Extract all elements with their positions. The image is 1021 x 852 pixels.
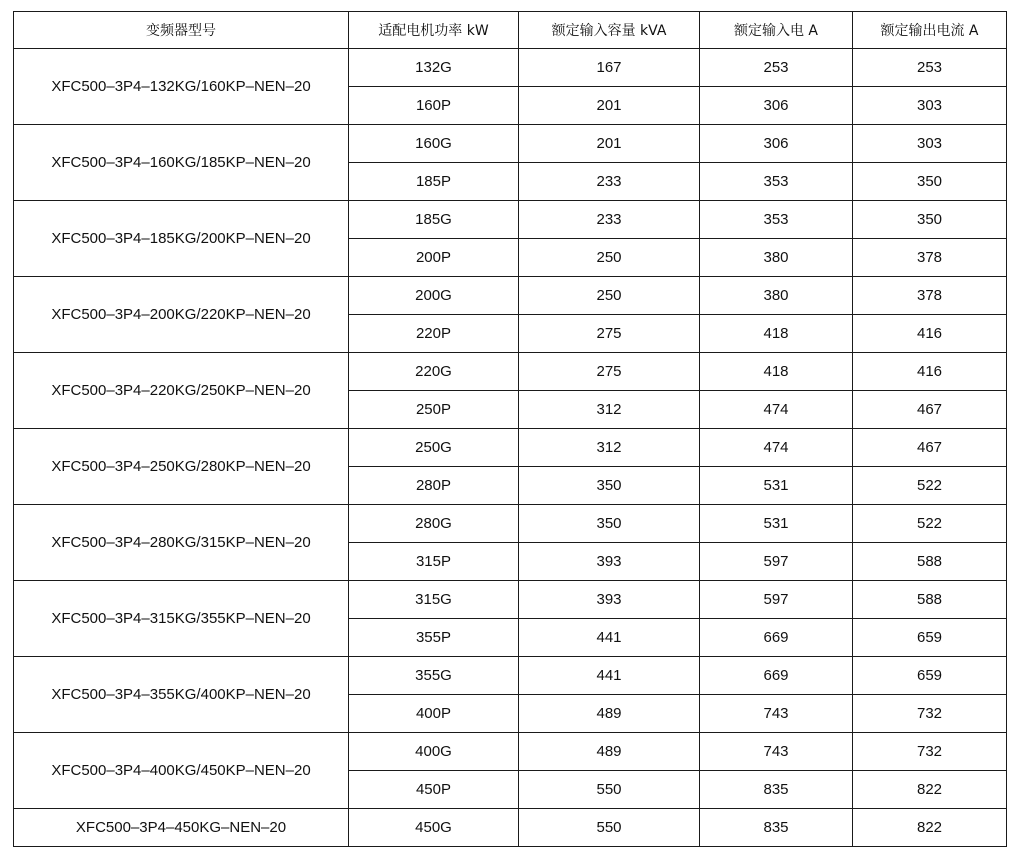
input-capacity-cell: 250 — [519, 277, 700, 315]
motor-power-cell: 200P — [349, 239, 519, 277]
table-row — [14, 809, 1007, 847]
table-row — [14, 505, 1007, 543]
output-current-cell: 659 — [853, 657, 1007, 695]
model-cell: XFC500–3P4–355KG/400KP–NEN–20 — [14, 657, 349, 733]
motor-power-cell: 315G — [349, 581, 519, 619]
model-cell: XFC500–3P4–450KG–NEN–20 — [14, 809, 349, 847]
table-row — [14, 201, 1007, 239]
spec-table — [13, 11, 1007, 847]
motor-power-cell: 132G — [349, 49, 519, 87]
header-input-capacity: 额定输入容量 kVA — [519, 12, 700, 49]
motor-power-cell: 160G — [349, 125, 519, 163]
header-motor-power: 适配电机功率 kW — [349, 12, 519, 49]
output-current-cell: 350 — [853, 201, 1007, 239]
input-current-cell: 380 — [700, 277, 853, 315]
table-row — [14, 277, 1007, 315]
motor-power-cell: 250P — [349, 391, 519, 429]
input-current-cell: 353 — [700, 201, 853, 239]
input-capacity-cell: 393 — [519, 581, 700, 619]
motor-power-cell: 450G — [349, 809, 519, 847]
table-row — [14, 125, 1007, 163]
output-current-cell: 588 — [853, 581, 1007, 619]
input-capacity-cell: 312 — [519, 391, 700, 429]
motor-power-cell: 185P — [349, 163, 519, 201]
input-capacity-cell: 350 — [519, 467, 700, 505]
input-current-cell: 669 — [700, 619, 853, 657]
output-current-cell: 588 — [853, 543, 1007, 581]
output-current-cell: 378 — [853, 277, 1007, 315]
output-current-cell: 732 — [853, 733, 1007, 771]
input-capacity-cell: 441 — [519, 619, 700, 657]
output-current-cell: 467 — [853, 429, 1007, 467]
input-current-cell: 835 — [700, 809, 853, 847]
model-cell: XFC500–3P4–132KG/160KP–NEN–20 — [14, 49, 349, 125]
input-capacity-cell: 441 — [519, 657, 700, 695]
input-current-cell: 474 — [700, 391, 853, 429]
model-cell: XFC500–3P4–250KG/280KP–NEN–20 — [14, 429, 349, 505]
output-current-cell: 467 — [853, 391, 1007, 429]
motor-power-cell: 220P — [349, 315, 519, 353]
input-capacity-cell: 233 — [519, 163, 700, 201]
motor-power-cell: 280G — [349, 505, 519, 543]
table-row — [14, 353, 1007, 391]
input-current-cell: 669 — [700, 657, 853, 695]
input-capacity-cell: 167 — [519, 49, 700, 87]
input-capacity-cell: 350 — [519, 505, 700, 543]
model-cell: XFC500–3P4–400KG/450KP–NEN–20 — [14, 733, 349, 809]
motor-power-cell: 220G — [349, 353, 519, 391]
header-output-current: 额定输出电流 A — [853, 12, 1007, 49]
motor-power-cell: 160P — [349, 87, 519, 125]
input-capacity-cell: 489 — [519, 695, 700, 733]
input-current-cell: 380 — [700, 239, 853, 277]
model-cell: XFC500–3P4–280KG/315KP–NEN–20 — [14, 505, 349, 581]
input-current-cell: 306 — [700, 87, 853, 125]
table-row — [14, 733, 1007, 771]
input-current-cell: 743 — [700, 695, 853, 733]
output-current-cell: 822 — [853, 809, 1007, 847]
input-capacity-cell: 489 — [519, 733, 700, 771]
model-cell: XFC500–3P4–185KG/200KP–NEN–20 — [14, 201, 349, 277]
input-current-cell: 418 — [700, 353, 853, 391]
output-current-cell: 522 — [853, 467, 1007, 505]
input-current-cell: 597 — [700, 543, 853, 581]
input-current-cell: 597 — [700, 581, 853, 619]
input-current-cell: 835 — [700, 771, 853, 809]
input-capacity-cell: 250 — [519, 239, 700, 277]
model-cell: XFC500–3P4–315KG/355KP–NEN–20 — [14, 581, 349, 657]
input-current-cell: 531 — [700, 505, 853, 543]
motor-power-cell: 355P — [349, 619, 519, 657]
header-row — [14, 12, 1007, 49]
output-current-cell: 253 — [853, 49, 1007, 87]
output-current-cell: 303 — [853, 87, 1007, 125]
output-current-cell: 822 — [853, 771, 1007, 809]
input-current-cell: 418 — [700, 315, 853, 353]
motor-power-cell: 450P — [349, 771, 519, 809]
output-current-cell: 732 — [853, 695, 1007, 733]
input-capacity-cell: 201 — [519, 125, 700, 163]
input-current-cell: 353 — [700, 163, 853, 201]
table-row — [14, 429, 1007, 467]
header-input-current: 额定输入电 A — [700, 12, 853, 49]
output-current-cell: 659 — [853, 619, 1007, 657]
table-row — [14, 657, 1007, 695]
input-current-cell: 253 — [700, 49, 853, 87]
output-current-cell: 416 — [853, 315, 1007, 353]
input-capacity-cell: 233 — [519, 201, 700, 239]
model-cell: XFC500–3P4–200KG/220KP–NEN–20 — [14, 277, 349, 353]
motor-power-cell: 400P — [349, 695, 519, 733]
input-capacity-cell: 312 — [519, 429, 700, 467]
input-capacity-cell: 550 — [519, 771, 700, 809]
output-current-cell: 416 — [853, 353, 1007, 391]
output-current-cell: 303 — [853, 125, 1007, 163]
table-row — [14, 581, 1007, 619]
motor-power-cell: 185G — [349, 201, 519, 239]
motor-power-cell: 400G — [349, 733, 519, 771]
output-current-cell: 378 — [853, 239, 1007, 277]
model-cell: XFC500–3P4–160KG/185KP–NEN–20 — [14, 125, 349, 201]
input-current-cell: 531 — [700, 467, 853, 505]
table-row — [14, 49, 1007, 87]
input-current-cell: 306 — [700, 125, 853, 163]
motor-power-cell: 355G — [349, 657, 519, 695]
motor-power-cell: 315P — [349, 543, 519, 581]
input-capacity-cell: 393 — [519, 543, 700, 581]
output-current-cell: 350 — [853, 163, 1007, 201]
output-current-cell: 522 — [853, 505, 1007, 543]
model-cell: XFC500–3P4–220KG/250KP–NEN–20 — [14, 353, 349, 429]
input-capacity-cell: 201 — [519, 87, 700, 125]
input-capacity-cell: 275 — [519, 353, 700, 391]
motor-power-cell: 280P — [349, 467, 519, 505]
input-capacity-cell: 275 — [519, 315, 700, 353]
input-capacity-cell: 550 — [519, 809, 700, 847]
input-current-cell: 743 — [700, 733, 853, 771]
motor-power-cell: 200G — [349, 277, 519, 315]
header-model: 变频器型号 — [14, 12, 349, 49]
motor-power-cell: 250G — [349, 429, 519, 467]
input-current-cell: 474 — [700, 429, 853, 467]
